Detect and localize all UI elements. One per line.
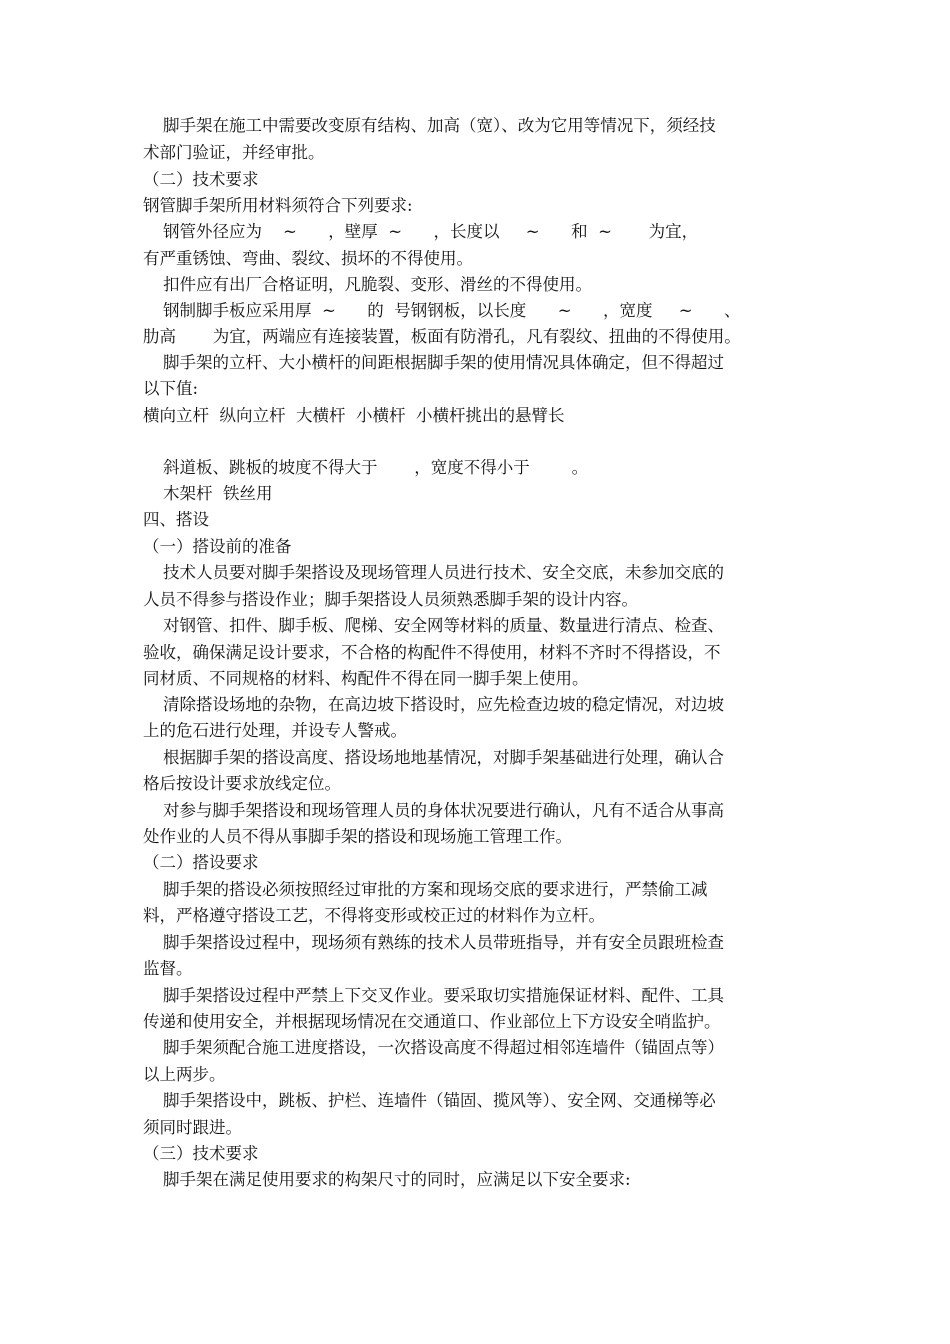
text-line: 钢制脚手板应采用厚 ~ 的 号钢钢板，以长度 ~ ，宽度 ~ 、	[163, 301, 741, 320]
text-line: 清除搭设场地的杂物，在高边坡下搭设时，应先检查边坡的稳定情况，对边坡	[163, 695, 724, 714]
text-line: 验收，确保满足设计要求，不合格的构配件不得使用，材料不齐时不得搭设，不	[143, 643, 721, 662]
text-line: 以上两步。	[143, 1065, 226, 1084]
text-line: 料，严格遵守搭设工艺，不得将变形或校正过的材料作为立杆。	[143, 906, 605, 925]
text-line: （二）搭设要求	[143, 853, 259, 872]
text-line: 格后按设计要求放线定位。	[143, 774, 341, 793]
text-line: （一）搭设前的准备	[143, 537, 292, 556]
text-line: 人员不得参与搭设作业；脚手架搭设人员须熟悉脚手架的设计内容。	[143, 590, 638, 609]
text-line: 脚手架在施工中需要改变原有结构、加高（宽）、改为它用等情况下，须经技	[163, 116, 716, 135]
text-line: 脚手架的搭设必须按照经过审批的方案和现场交底的要求进行，严禁偷工减	[163, 880, 708, 899]
text-line: 根据脚手架的搭设高度、搭设场地地基情况，对脚手架基础进行处理，确认合	[163, 748, 724, 767]
text-line: （二）技术要求	[143, 170, 259, 189]
text-line: （三）技术要求	[143, 1144, 259, 1163]
text-line: 术部门验证，并经审批。	[143, 143, 325, 162]
text-line: 扣件应有出厂合格证明，凡脆裂、变形、滑丝的不得使用。	[163, 275, 592, 294]
text-line: 肋高 为宜，两端应有连接装置，板面有防滑孔，凡有裂纹、扭曲的不得使用。	[143, 327, 741, 346]
text-line: 脚手架搭设过程中严禁上下交叉作业。要采取切实措施保证材料、配件、工具	[163, 986, 724, 1005]
text-line: 传递和使用安全，并根据现场情况在交通道口、作业部位上下方设安全哨监护。	[143, 1012, 721, 1031]
text-line: 处作业的人员不得从事脚手架的搭设和现场施工管理工作。	[143, 827, 572, 846]
text-line: 钢管外径应为 ~ ，壁厚 ~ ，长度以 ~ 和 ~ 为宜，	[163, 222, 699, 241]
text-line: 技术人员要对脚手架搭设及现场管理人员进行技术、安全交底，未参加交底的	[163, 563, 724, 582]
text-line: 脚手架的立杆、大小横杆的间距根据脚手架的使用情况具体确定，但不得超过	[163, 353, 724, 372]
text-line: 脚手架搭设过程中，现场须有熟练的技术人员带班指导，并有安全员跟班检查	[163, 933, 724, 952]
text-line: 脚手架须配合施工进度搭设，一次搭设高度不得超过相邻连墙件（锚固点等）	[163, 1038, 724, 1057]
text-line: 横向立杆 纵向立杆 大横杆 小横杆 小横杆挑出的悬臂长	[143, 406, 565, 425]
text-line: 四、搭设	[143, 510, 209, 529]
text-line: 对参与脚手架搭设和现场管理人员的身体状况要进行确认，凡有不适合从事高	[163, 801, 724, 820]
text-line: 木架杆 铁丝用	[163, 484, 273, 503]
text-line: 有严重锈蚀、弯曲、裂纹、损坏的不得使用。	[143, 249, 473, 268]
text-line: 脚手架在满足使用要求的构架尺寸的同时，应满足以下安全要求:	[163, 1170, 631, 1189]
text-line: 同材质、不同规格的材料、构配件不得在同一脚手架上使用。	[143, 669, 589, 688]
text-line: 监督。	[143, 959, 193, 978]
text-line: 须同时跟进。	[143, 1118, 242, 1137]
text-line: 对钢管、扣件、脚手板、爬梯、安全网等材料的质量、数量进行清点、检查、	[163, 616, 724, 635]
text-line: 上的危石进行处理，并设专人警戒。	[143, 721, 407, 740]
text-line: 钢管脚手架所用材料须符合下列要求:	[143, 196, 413, 215]
text-line: 以下值:	[143, 379, 199, 398]
text-line: 脚手架搭设中，跳板、护栏、连墙件（锚固、揽风等）、安全网、交通梯等必	[163, 1091, 716, 1110]
text-line: 斜道板、跳板的坡度不得大于 ，宽度不得小于 。	[163, 458, 589, 477]
